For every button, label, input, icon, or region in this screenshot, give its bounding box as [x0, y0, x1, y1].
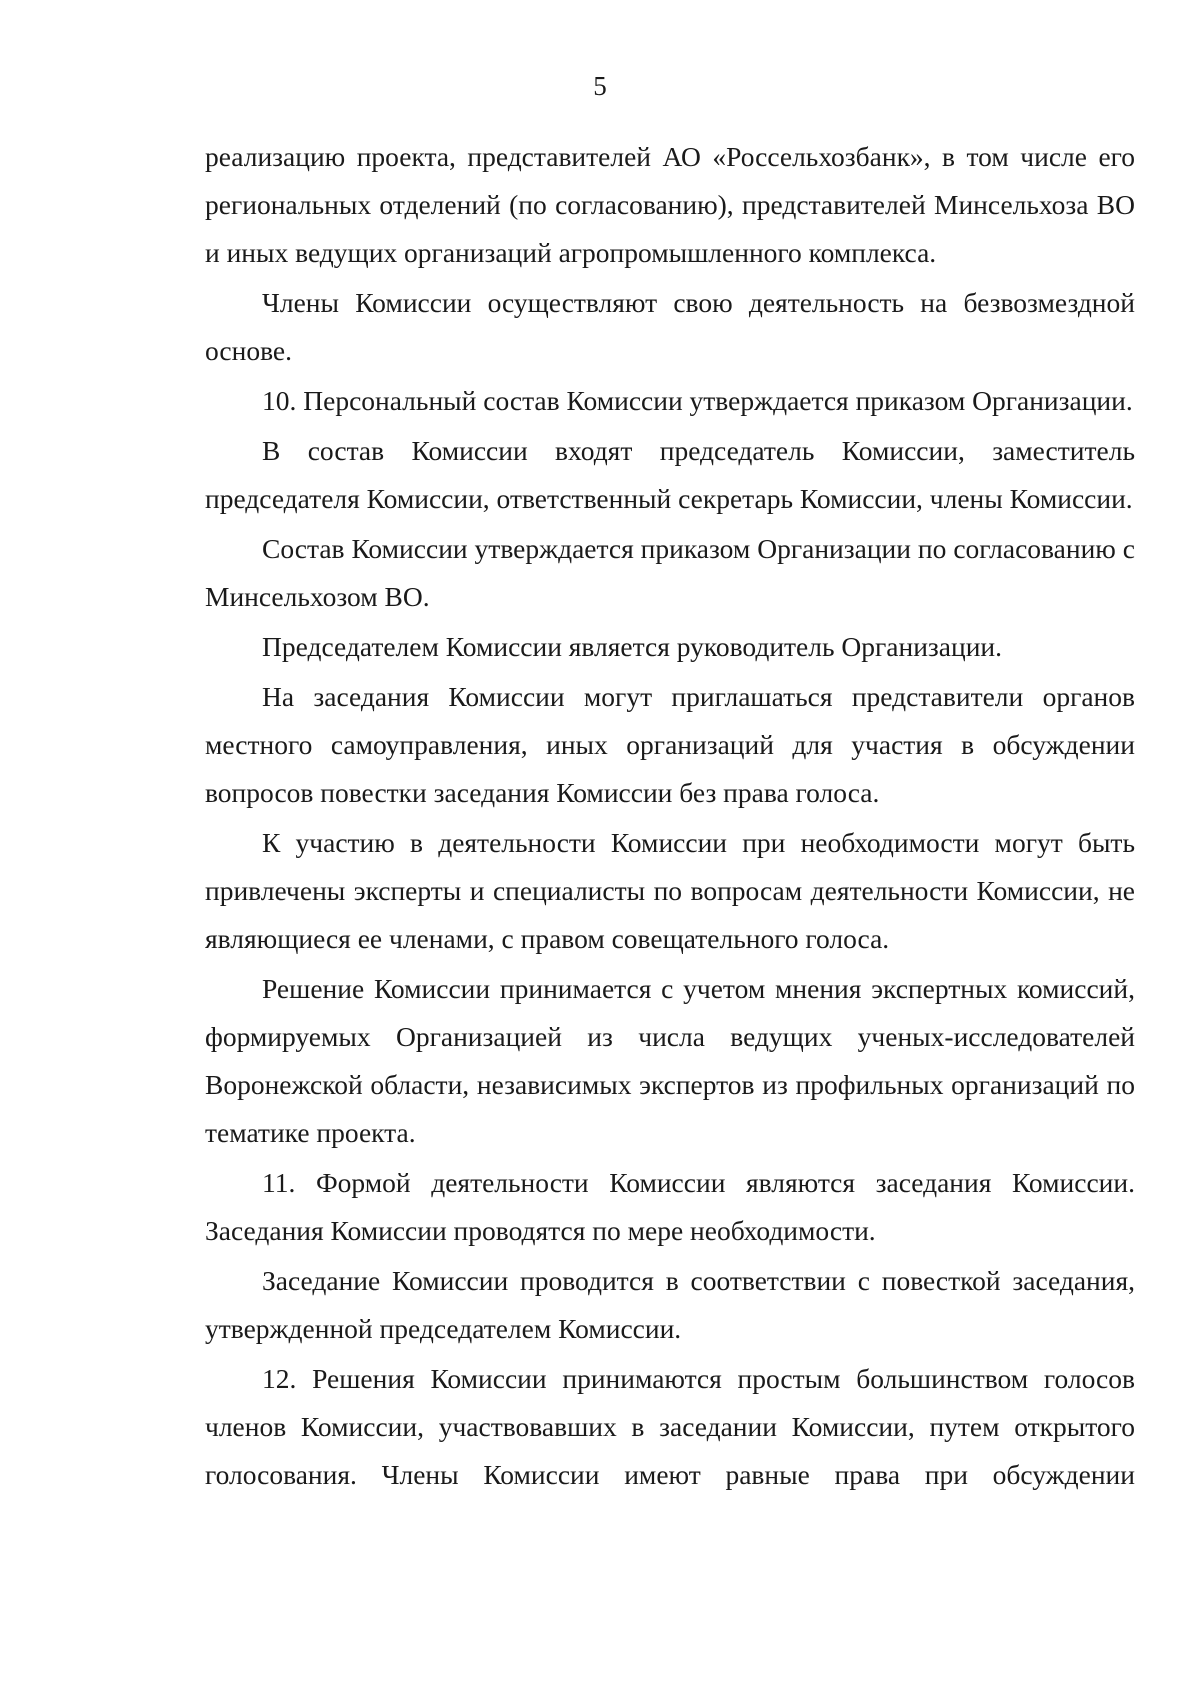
paragraph: На заседания Комиссии могут приглашаться представители органов местного самоуправления, иных организаций для участия в обсуждении вопросов повестки заседания Комиссии без права голоса.	[205, 681, 1135, 808]
paragraph: В состав Комиссии входят председатель Комиссии, заместитель председателя Комиссии, ответственный секретарь Комиссии, члены Комиссии.	[205, 435, 1135, 514]
paragraph: Решение Комиссии принимается с учетом мнения экспертных комиссий, формируемых Организацией из числа ведущих ученых-исследователей Воронежской области, независимых экспертов из профильных организаций по тематике проекта.	[205, 973, 1135, 1148]
paragraph: Состав Комиссии утверждается приказом Организации по согласованию с Минсельхозом ВО.	[205, 533, 1135, 612]
paragraph: Председателем Комиссии является руководитель Организации.	[262, 631, 1003, 662]
paragraph: 12. Решения Комиссии принимаются простым большинством голосов членов Комиссии, участвовавших в заседании Комиссии, путем открытого голосования. Члены Комиссии имеют равные права при обсуждении	[205, 1363, 1135, 1490]
paragraph: реализацию проекта, представителей АО «Россельхозбанк», в том числе его региональных отделений (по согласованию), представителей Минсельхоза ВО и иных ведущих организаций агропромышленного комплекса.	[205, 141, 1135, 268]
paragraph: К участию в деятельности Комиссии при необходимости могут быть привлечены эксперты и специалисты по вопросам деятельности Комиссии, не являющиеся ее членами, с правом совещательного голоса.	[205, 827, 1135, 954]
document-body	[205, 133, 1135, 1499]
paragraph: Заседание Комиссии проводится в соответствии с повесткой заседания, утвержденной председателем Комиссии.	[205, 1265, 1135, 1344]
page-number: 5	[593, 71, 607, 101]
paragraph: 10. Персональный состав Комиссии утверждается приказом Организации.	[262, 385, 1133, 416]
paragraph: Члены Комиссии осуществляют свою деятельность на безвозмездной основе.	[205, 287, 1135, 366]
paragraph: 11. Формой деятельности Комиссии являются заседания Комиссии. Заседания Комиссии проводятся по мере необходимости.	[205, 1167, 1135, 1246]
